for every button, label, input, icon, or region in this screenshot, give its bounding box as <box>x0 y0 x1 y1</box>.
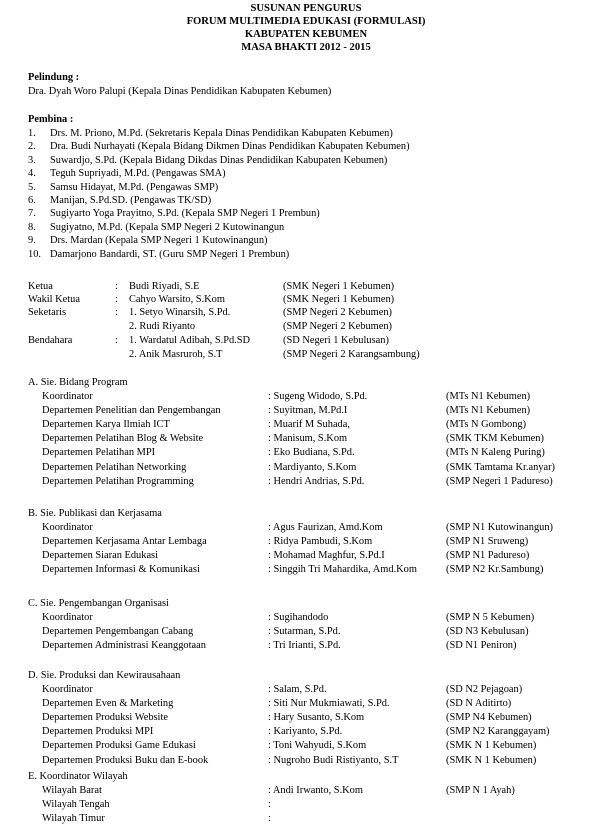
bendahara-colon: : <box>115 335 118 346</box>
section-d-school: (SMK N 1 Kebumen) <box>446 754 537 766</box>
section-d-school: (SMP N2 Karanggayam) <box>446 726 550 738</box>
pembina-number: 4. <box>28 168 36 180</box>
wakil-colon: : <box>115 294 118 305</box>
wakil-name: Cahyo Warsito, S.Kom <box>129 294 225 305</box>
section-a-name: : Eko Budiana, S.Pd. <box>268 447 355 459</box>
section-b-role: Departemen Kerjasama Antar Lembaga <box>42 536 207 548</box>
section-a-name: : Muarif M Suhada, <box>268 419 350 431</box>
section-a-role: Departemen Penelitian dan Pengembangan <box>42 405 221 417</box>
section-c-name: : Sutarman, S.Pd. <box>268 626 341 638</box>
section-c-name: : Sugihandodo <box>268 612 329 623</box>
section-a-school: (MTs N1 Kebumen) <box>446 405 531 417</box>
ketua-school: (SMK Negeri 1 Kebumen) <box>283 281 395 292</box>
pembina-number: 2. <box>28 141 36 153</box>
pembina-item-text: Samsu Hidayat, M.Pd. (Pengawas SMP) <box>50 181 219 193</box>
section-d-name: : Hary Susanto, S.Kom <box>268 712 365 724</box>
section-d-name: : Siti Nur Mukmiawati, S.Pd. <box>268 698 390 710</box>
sekretaris-school-1: (SMP Negeri 2 Kebumen) <box>283 307 392 318</box>
sekretaris-label: Seketaris <box>28 307 67 318</box>
section-e-school: (SMP N 1 Ayah) <box>446 785 515 796</box>
section-d-role: Departemen Produksi MPI <box>42 726 154 738</box>
section-b-name: : Singgih Tri Mahardika, Amd.Kom <box>268 564 417 576</box>
section-c-role: Departemen Administrasi Keanggotaan <box>42 640 206 652</box>
pelindung-heading: Pelindung : <box>28 72 80 83</box>
section-a-role: Koordinator <box>42 391 93 402</box>
section-a-name: : Sugeng Widodo, S.Pd. <box>268 391 368 402</box>
section-b-school: (SMP N1 Sruweng) <box>446 536 529 548</box>
sekretaris-school-2: (SMP Negeri 2 Kebumen) <box>283 321 392 332</box>
section-c-role: Koordinator <box>42 612 93 623</box>
section-c-school: (SMP N 5 Kebumen) <box>446 612 535 623</box>
pembina-number: 10. <box>28 248 41 260</box>
section-e-role: Wilayah Barat <box>42 785 102 796</box>
bendahara-label: Bendahara <box>28 335 73 346</box>
pembina-number: 9. <box>28 235 36 247</box>
section-a-school: (SMK Tamtama Kr.anyar) <box>446 461 556 473</box>
section-e-role: Wilayah Timur <box>42 813 105 825</box>
section-c-title: C. Sie. Pengembangan Organisasi <box>28 598 169 609</box>
section-e-name: : <box>268 813 271 825</box>
bendahara-name-1: 1. Wardatul Adibah, S.Pd.SD <box>129 335 251 346</box>
section-a-school: (MTs N1 Kebumen) <box>446 391 531 402</box>
doc-title-line-2: FORUM MULTIMEDIA EDUKASI (FORMULASI) <box>186 16 426 27</box>
section-d-school: (SD N Aditirto) <box>446 698 512 710</box>
pembina-item-text: Suwardjo, S.Pd. (Kepala Bidang Dikdas Dinas Pendidikan Kabupaten Kebumen) <box>50 154 388 166</box>
section-e-name: : Andi Irwanto, S.Kom <box>268 785 363 796</box>
bendahara-school-1: (SD Negeri 1 Kebulusan) <box>283 335 389 346</box>
wakil-school: (SMK Negeri 1 Kebumen) <box>283 294 395 305</box>
section-d-name: : Toni Wahyudi, S.Kom <box>268 740 367 752</box>
section-a-school: (MTs N Kaleng Puring) <box>446 447 545 459</box>
ketua-name: Budi Riyadi, S.E <box>129 281 200 292</box>
section-d-role: Departemen Produksi Game Edukasi <box>42 740 196 752</box>
section-a-role: Departemen Pelatihan Blog & Website <box>42 433 204 445</box>
pembina-number: 3. <box>28 154 36 166</box>
pembina-heading: Pembina : <box>28 114 74 125</box>
section-b-school: (SMP N1 Padureso) <box>446 550 530 562</box>
section-d-name: : Kariyanto, S.Pd. <box>268 726 343 738</box>
section-d-title: D. Sie. Produksi dan Kewirausahaan <box>28 670 181 681</box>
pembina-number: 1. <box>28 128 36 139</box>
pembina-item-text: Dra. Budi Nurhayati (Kepala Bidang Dikmen Dinas Pendidikan Kabupaten Kebumen) <box>50 141 410 153</box>
section-a-name: : Hendri Andrias, S.Pd. <box>268 475 365 487</box>
section-b-title: B. Sie. Publikasi dan Kerjasama <box>28 508 162 519</box>
pembina-item-text: Sugiyarto Yoga Prayitno, S.Pd. (Kepala SMP Negeri 1 Prembun) <box>50 208 320 220</box>
pembina-item-text: Damarjono Bandardi, ST. (Guru SMP Negeri 1 Prembun) <box>50 248 290 260</box>
sekretaris-name-1: 1. Setyo Winarsih, S.Pd. <box>129 307 231 318</box>
pembina-item-text: Sugiyatno, M.Pd. (Kepala SMP Negeri 2 Kutowinangun <box>50 221 285 233</box>
doc-title-line-3: KABUPATEN KEBUMEN <box>244 29 368 40</box>
section-a-school: (SMK TKM Kebumen) <box>446 433 544 445</box>
section-c-name: : Tri Irianti, S.Pd. <box>268 640 341 652</box>
section-a-role: Departemen Pelatihan Programming <box>42 475 194 487</box>
bendahara-school-2: (SMP Negeri 2 Karangsambung) <box>283 349 420 360</box>
section-c-school: (SD N1 Peniron) <box>446 640 517 652</box>
section-d-name: : Salam, S.Pd. <box>268 684 327 695</box>
pembina-number: 5. <box>28 181 36 193</box>
section-d-role: Koordinator <box>42 684 93 695</box>
sekretaris-colon: : <box>115 307 118 318</box>
bendahara-name-2: 2. Anik Masruroh, S.T <box>129 349 223 360</box>
section-d-role: Departemen Produksi Website <box>42 712 168 724</box>
section-a-role: Departemen Karya Ilmiah ICT <box>42 419 170 431</box>
pembina-item-text: Drs. Mardan (Kepala SMP Negeri 1 Kutowinangun) <box>50 235 268 247</box>
section-e-title: E. Koordinator Wilayah <box>28 771 128 782</box>
section-c-role: Departemen Pengembangan Cabang <box>42 626 194 638</box>
doc-title-line-1: SUSUNAN PENGURUS <box>250 3 362 14</box>
section-d-role: Departemen Even & Marketing <box>42 698 174 710</box>
section-d-role: Departemen Produksi Buku dan E-book <box>42 754 209 766</box>
pembina-item-text: Manijan, S.Pd.SD. (Pengawas TK/SD) <box>50 195 212 206</box>
ketua-label: Ketua <box>28 281 53 292</box>
section-a-name: : Mardiyanto, S.Kom <box>268 461 357 473</box>
sekretaris-name-2: 2. Rudi Riyanto <box>129 321 196 332</box>
pelindung-text: Dra. Dyah Woro Palupi (Kepala Dinas Pendidikan Kabupaten Kebumen) <box>28 86 332 97</box>
section-d-name: : Nugroho Budi Ristiyanto, S.T <box>268 754 399 766</box>
section-a-role: Departemen Pelatihan MPI <box>42 447 156 459</box>
ketua-colon: : <box>115 281 118 292</box>
section-b-name: : Ridya Pambudi, S.Kom <box>268 536 373 548</box>
section-d-school: (SMK N 1 Kebumen) <box>446 740 537 752</box>
section-c-school: (SD N3 Kebulusan) <box>446 626 529 638</box>
section-a-school: (MTs N Gombong) <box>446 419 527 431</box>
doc-title-line-4: MASA BHAKTI 2012 - 2015 <box>241 42 371 53</box>
section-b-role: Koordinator <box>42 522 93 533</box>
section-d-school: (SD N2 Pejagoan) <box>446 684 523 695</box>
section-a-role: Departemen Pelatihan Networking <box>42 461 187 473</box>
section-a-school: (SMP Negeri 1 Padureso) <box>446 475 553 487</box>
section-a-name: : Manisum, S.Kom <box>268 433 348 445</box>
section-a-name: : Suyitman, M.Pd.I <box>268 405 348 417</box>
pembina-number: 8. <box>28 221 36 233</box>
pembina-item-text: Teguh Supriyadi, M.Pd. (Pengawas SMA) <box>50 168 226 180</box>
section-b-school: (SMP N2 Kr.Sambung) <box>446 564 544 576</box>
pembina-number: 6. <box>28 195 36 206</box>
section-d-school: (SMP N4 Kebumen) <box>446 712 532 724</box>
section-b-role: Departemen Siaran Edukasi <box>42 550 158 562</box>
section-b-name: : Agus Faurizan, Amd.Kom <box>268 522 383 533</box>
pembina-item-text: Drs. M. Priono, M.Pd. (Sekretaris Kepala Dinas Pendidikan Kabupaten Kebumen) <box>50 128 393 139</box>
wakil-label: Wakil Ketua <box>28 294 80 305</box>
section-e-role: Wilayah Tengah <box>42 799 110 811</box>
section-e-name: : <box>268 799 271 811</box>
pembina-number: 7. <box>28 208 36 220</box>
section-b-school: (SMP N1 Kutowinangun) <box>446 522 553 533</box>
section-b-name: : Mohamad Maghfur, S.Pd.I <box>268 550 385 562</box>
section-a-title: A. Sie. Bidang Program <box>28 377 128 388</box>
section-b-role: Departemen Informasi & Komunikasi <box>42 564 200 576</box>
